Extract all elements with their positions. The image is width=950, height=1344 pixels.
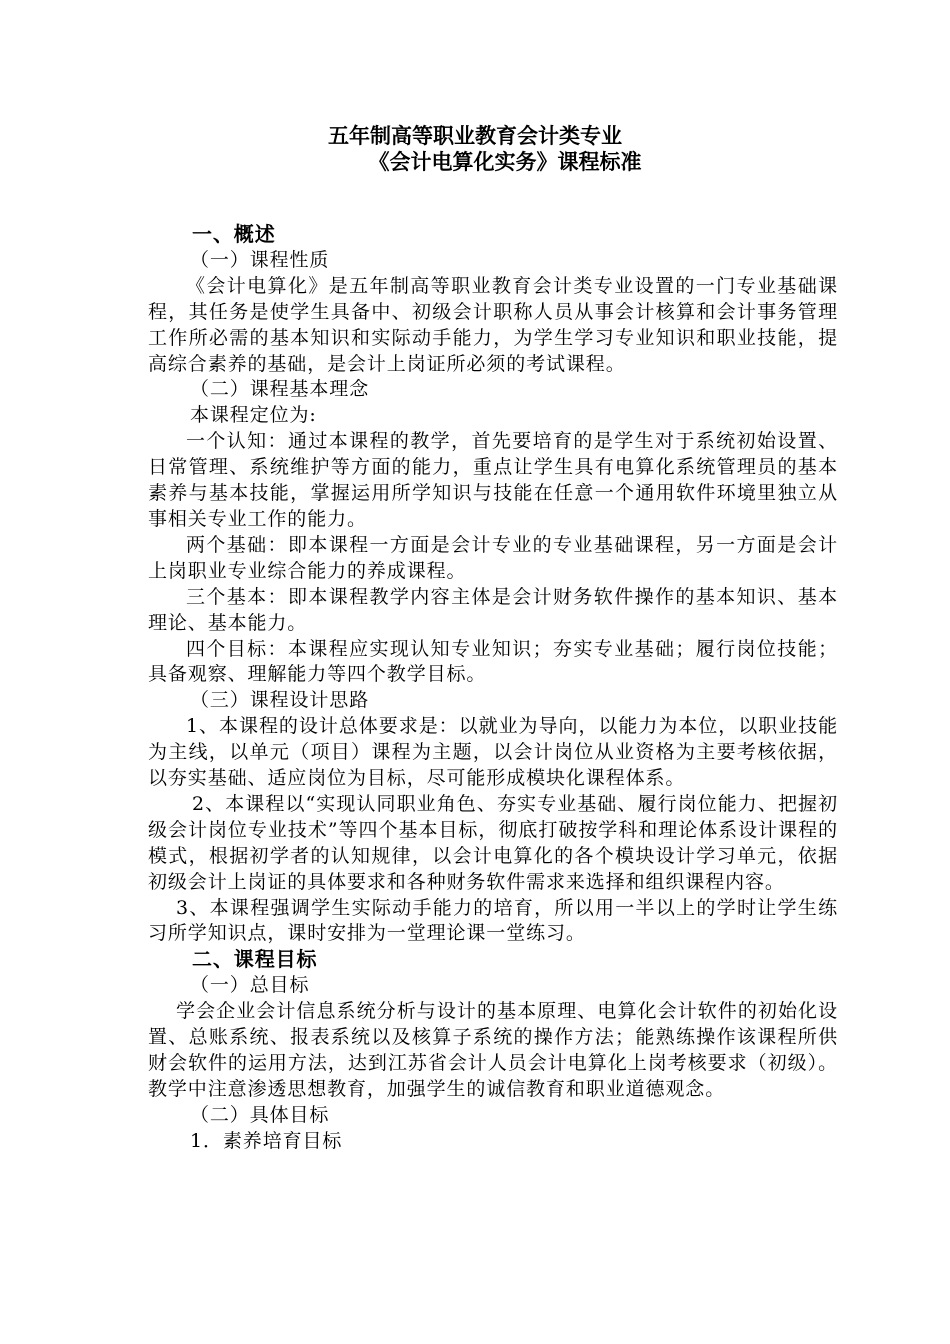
paragraph-course-nature: 《会计电算化》是五年制高等职业教育会计类专业设置的一门专业基础课程，其任务是使学生具备中、初级会计职称人员从事会计核算和会计事务管理工作所必需的基本知识和实际动手能力，为学生学习专业知识和职业技能，提高综合素养的基础，是会计上岗证所必须的考试课程。	[148, 274, 838, 375]
subsection-heading-course-nature: （一）课程性质	[190, 248, 330, 271]
subsection-heading-design-ideas: （三）课程设计思路	[190, 689, 370, 712]
paragraph-two-foundations: 两个基础：即本课程一方面是会计专业的专业基础课程，另一方面是会计上岗职业专业综合能力的养成课程。	[148, 533, 838, 582]
paragraph-positioning-lead: 本课程定位为:	[190, 404, 317, 427]
paragraph-design-point-1: 1、本课程的设计总体要求是：以就业为导向，以能力为本位，以职业技能为主线，以单元（项目）课程为主题，以会计岗位从业资格为主要考核依据，以夯实基础、适应岗位为目标，尽可能形成模块化课程体系。	[148, 715, 838, 790]
paragraph-design-point-2: 2、本课程以“实现认同职业角色、夯实专业基础、履行岗位能力、把握初级会计岗位专业技术”等四个基本目标，彻底打破按学科和理论体系设计课程的模式，根据初学者的认知规律，以会计电算化的各个模块设计学习单元，依据初级会计上岗证的具体要求和各种财务软件需求来选择和组织课程内容。	[148, 792, 838, 893]
paragraph-four-goals: 四个目标：本课程应实现认知专业知识；夯实专业基础；履行岗位技能；具备观察、理解能力等四个教学目标。	[148, 637, 838, 686]
paragraph-overall-goal: 学会企业会计信息系统分析与设计的基本原理、电算化会计软件的初始化设置、总账系统、报表系统以及核算子系统的操作方法；能熟练操作该课程所供财会软件的运用方法，达到江苏省会计人员会计电算化上岗考核要求（初级）。教学中注意渗透思想教育，加强学生的诚信教育和职业道德观念。	[148, 1000, 838, 1100]
document-title-line-1: 五年制高等职业教育会计类专业	[328, 123, 622, 148]
document-body	[148, 222, 838, 1155]
paragraph-one-cognition: 一个认知：通过本课程的教学，首先要培育的是学生对于系统初始设置、日常管理、系统维护等方面的能力，重点让学生具有电算化系统管理员的基本素养与基本技能，掌握运用所学知识与技能在任意一个通用软件环境里独立从事相关专业工作的能力。	[148, 430, 838, 530]
document-title-line-2: 《会计电算化实务》课程标准	[368, 149, 642, 174]
subsection-heading-overall-goal: （一）总目标	[190, 974, 310, 997]
subsection-heading-basic-concept: （二）课程基本理念	[190, 378, 370, 401]
paragraph-design-point-3: 3、本课程强调学生实际动手能力的培育，所以用一半以上的学时让学生练习所学知识点，课时安排为一堂理论课一堂练习。	[148, 896, 838, 945]
subsection-heading-specific-goals: （二）具体目标	[190, 1103, 330, 1126]
paragraph-three-basics: 三个基本：即本课程教学内容主体是会计财务软件操作的基本知识、基本理论、基本能力。	[148, 585, 838, 634]
section-heading-course-goals: 二、课程目标	[192, 947, 318, 972]
section-heading-overview: 一、概述	[192, 222, 276, 246]
list-item-quality-goal: 1．素养培育目标	[190, 1129, 343, 1152]
